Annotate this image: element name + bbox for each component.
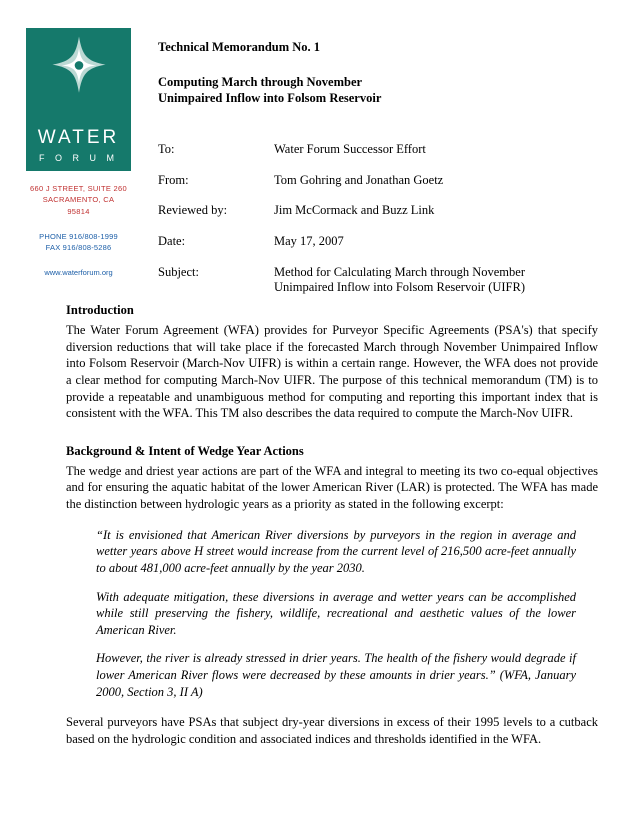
background-paragraph: The wedge and driest year actions are part of the WFA and integral to meeting its two co-equal objectives and for ensuring the aquatic habitat of the lower American River (LAR) is protected. The WFA has made the distinction between hydrologic years as a priority as stated in the following excerpt: — [66, 463, 598, 511]
website-block — [26, 268, 131, 277]
section-heading-background: Background & Intent of Wedge Year Actions — [66, 443, 304, 458]
memo-subtitle — [158, 75, 598, 106]
four-point-star-icon — [40, 35, 118, 113]
quote-paragraph-1: “It is envisioned that American River diversions by purveyors in the region in average and wetter years above H street would increase from the current level of 216,500 acre-feet annually to about 481,000 acre-feet annually by the year 2030. — [96, 527, 576, 575]
section-heading-introduction: Introduction — [66, 303, 134, 317]
address-line-2: SACRAMENTO, CA — [42, 195, 115, 205]
memo-field-label: To: — [158, 142, 175, 156]
memo-field-label: From: — [158, 172, 189, 187]
memo-field-value: Tom Gohring and Jonathan Goetz — [274, 172, 444, 187]
water-forum-logo — [26, 28, 131, 171]
memo-field-subject — [158, 265, 608, 296]
logo-subwordmark: F O R U M — [39, 153, 118, 163]
wfa-excerpt-quote-group — [66, 527, 598, 701]
memo-title: Technical Memorandum No. 1 — [158, 40, 321, 54]
memo-field-label: Reviewed by: — [158, 203, 228, 218]
memo-field-date — [158, 234, 608, 250]
address-block — [26, 183, 131, 217]
memo-heading — [158, 40, 598, 106]
phone-line: PHONE 916/808-1999 — [39, 231, 118, 241]
memo-field-value: Water Forum Successor Effort — [274, 142, 426, 156]
quote-paragraph-2: With adequate mitigation, these diversions in average and wetter years can be accomplished while still preserving the fishery, wildlife, recreational and aesthetic values of the lower American River. — [96, 589, 576, 637]
memo-field-reviewed-by — [158, 203, 608, 219]
memo-field-label: Date: — [158, 233, 186, 248]
memo-fields — [158, 142, 608, 311]
memo-field-to — [158, 142, 608, 158]
memo-field-value: May 17, 2007 — [274, 233, 344, 248]
fax-line: FAX 916/808-5286 — [45, 243, 112, 253]
memo-subtitle-line-2: Unimpaired Inflow into Folsom Reservoir — [158, 90, 382, 105]
memo-field-from — [158, 173, 608, 189]
introduction-paragraph: The Water Forum Agreement (WFA) provides for Purveyor Specific Agreements (PSA's) that specify diversion reductions that will take place if the forecasted March through November Unimpaired Inflow into Folsom Reservoir (March-Nov UIFR) is within a certain range. However, the WFA does not provide a clear method for computing March-Nov UIFR. The purpose of this technical memorandum (TM) is to provide a repeatable and unambiguous method for computing and reporting this important index that is consistent with the WFA. This TM also describes the data required to compute the March-Nov UIFR. — [66, 323, 598, 421]
memo-subject-line-2: Unimpaired Inflow into Folsom Reservoir (UIFR) — [274, 280, 526, 295]
address-line-3: 95814 — [67, 206, 90, 216]
memo-subtitle-line-1: Computing March through November — [158, 75, 363, 89]
quote-paragraph-3: However, the river is already stressed in drier years. The health of the fishery would degrade if lower American River flows were decreased by these amounts in drier years.” (WFA, January 2000, Section 3, II A) — [96, 651, 576, 699]
logo-wordmark: WATER — [37, 127, 120, 148]
memo-field-label: Subject: — [158, 264, 199, 279]
memo-subject-line-1: Method for Calculating March through November — [274, 264, 525, 279]
address-line-1: 660 J STREET, SUITE 260 — [30, 184, 127, 193]
website-link[interactable]: www.waterforum.org — [44, 268, 113, 277]
contact-block — [26, 231, 131, 254]
memo-field-value: Jim McCormack and Buzz Link — [274, 203, 435, 218]
background-closing-paragraph: Several purveyors have PSAs that subject dry-year diversions in excess of their 1995 levels to a cutback based on the hydrologic condition and associated indices and thresholds identified in the WFA. — [66, 715, 598, 746]
document-body — [66, 303, 598, 762]
letterhead-block — [26, 28, 131, 277]
memo-field-value — [274, 265, 608, 296]
